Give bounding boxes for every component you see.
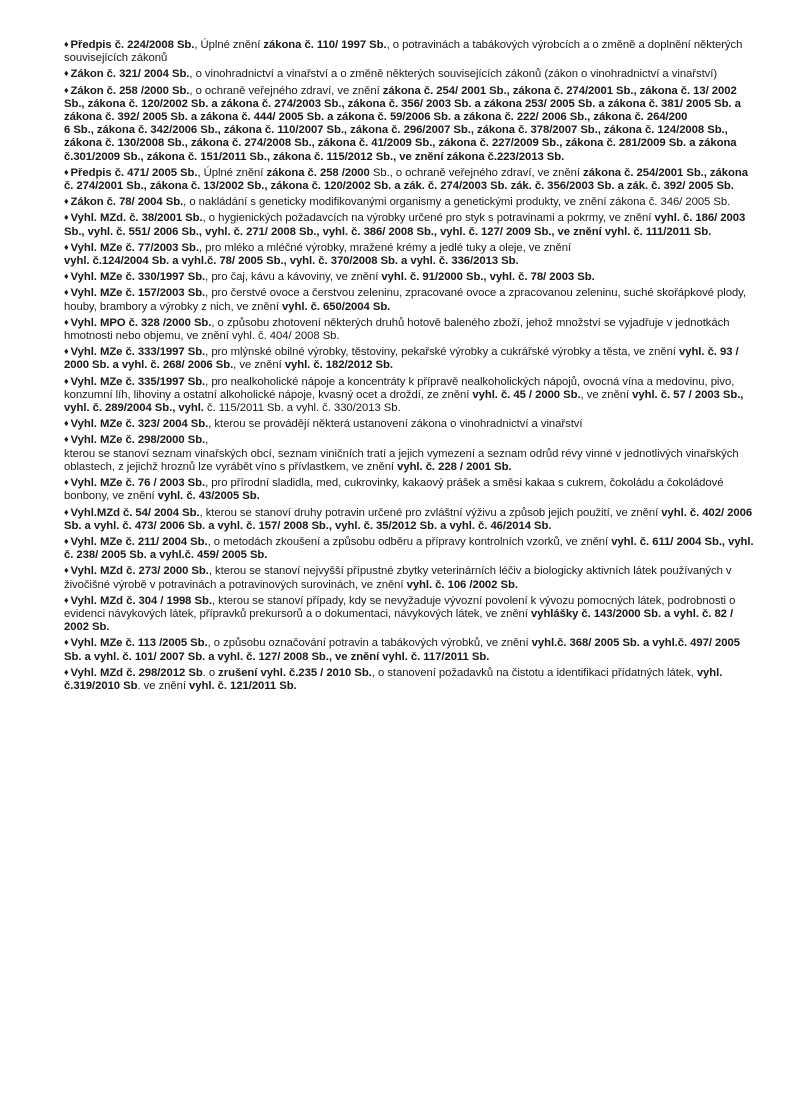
regulation-text: , Úplné znění <box>194 39 264 51</box>
legal-reference: Vyhl. MZe č. 330/1997 Sb. <box>70 271 206 284</box>
regulation-list <box>64 38 760 693</box>
regulation-text: , o nakládání s geneticky modifikovanými organismy a genetickými produkty, ve znění zákona č. 346/ 2005 Sb. <box>183 196 731 209</box>
diamond-bullet-icon: ♦ <box>64 271 69 282</box>
regulation-text: , o stanovení požadavků na čistotu a identifikaci přídatných látek, <box>371 666 697 679</box>
regulation-text: , pro nealkoholické nápoje a koncentráty k přípravě nealkoholických nápojů, ovocná vína a medovinu, pivo, konzumní líh, lihoviny a ostatní alkoholické nápoje, kvasný ocet a droždí, ze znění <box>64 375 735 401</box>
regulation-text: , pro čaj, kávu a kávoviny, ve znění <box>205 271 382 284</box>
diamond-bullet-icon: ♦ <box>64 477 69 488</box>
regulation-entry <box>64 270 760 284</box>
legal-reference: vyhl. č. 611/ 2004 Sb., vyhl. č. 238/ 2005 Sb. a vyhl.č. 459/ 2005 Sb. <box>64 535 754 562</box>
regulation-text: , kterou se stanoví případy, kdy se nevyžaduje vývozní povolení k vývozu pomocných látek, podrobnosti o evidenci návykových látek, přípravků prekursorů a o dokumentaci, návykových látek, ve znění <box>64 594 736 620</box>
legal-reference: Vyhl. MPO č. 328 /2000 Sb. <box>70 316 212 329</box>
legal-reference: Předpis č. 224/2008 Sb. <box>70 39 195 51</box>
regulation-entry <box>64 84 760 164</box>
regulation-entry <box>64 286 760 313</box>
legal-reference: vyhl. č. 43/2005 Sb. <box>157 490 260 503</box>
diamond-bullet-icon: ♦ <box>64 418 69 429</box>
legal-reference: zákona č. 110/ 1997 Sb. <box>263 39 387 51</box>
legal-reference: Vyhl. MZe č. 113 /2005 Sb. <box>70 637 208 650</box>
regulation-text: , o ochraně veřejného zdraví, ve znění <box>189 84 383 97</box>
regulation-entry <box>64 195 760 209</box>
legal-reference: Vyhl. MZe č. 211/ 2004 Sb. <box>70 535 208 548</box>
regulation-text: , o způsobu označování potravin a tabákových výrobků, ve znění <box>207 637 532 650</box>
regulation-entry <box>64 594 760 635</box>
regulation-text: , o vinohradnictví a vinařství a o změně některých souvisejících zákonů (zákon o vinohradnictví a vinařství) <box>189 68 718 81</box>
legal-reference: zákona č. 258 /2000 <box>266 166 370 179</box>
diamond-bullet-icon: ♦ <box>64 434 69 445</box>
regulation-text: , ve znění <box>580 388 633 401</box>
regulation-text: , <box>205 434 209 447</box>
legal-reference: Vyhl. MZe č. 298/2000 Sb. <box>70 434 206 447</box>
regulation-text: , o metodách zkoušení a způsobu odběru a přípravy kontrolních vzorků, ve znění <box>207 535 612 548</box>
diamond-bullet-icon: ♦ <box>64 535 69 546</box>
regulation-text: . ve znění <box>137 679 190 692</box>
regulation-text: , Úplné znění <box>197 166 267 179</box>
diamond-bullet-icon: ♦ <box>64 565 69 576</box>
legal-reference: vyhl. č. 121/2011 Sb. <box>189 679 297 692</box>
legal-reference: Vyhl. MZe č. 335/1997 Sb. <box>70 375 206 388</box>
diamond-bullet-icon: ♦ <box>64 316 69 327</box>
diamond-bullet-icon: ♦ <box>64 637 69 648</box>
diamond-bullet-icon: ♦ <box>64 666 69 677</box>
legal-reference: Vyhl. MZe č. 157/2003 Sb. <box>70 287 206 300</box>
regulation-text: . o <box>202 666 219 679</box>
legal-reference: vyhl. č. 182/2012 Sb. <box>284 359 393 372</box>
regulation-entry <box>64 38 760 65</box>
legal-reference: vyhl. č. 91/2000 Sb., vyhl. č. 78/ 2003 Sb. <box>381 271 595 284</box>
diamond-bullet-icon: ♦ <box>64 68 69 79</box>
regulation-text: , kterou se stanoví druhy potravin určené pro zvláštní výživu a způsob jejich použití, ve znění <box>199 506 662 519</box>
legal-reference: vyhl. č. 228 / 2001 Sb. <box>397 460 512 473</box>
regulation-text: , o potravinách a tabákových výrobcích a o změně a doplnění některých souvisejících zákonů <box>64 39 743 65</box>
legal-reference: Předpis č. 471/ 2005 Sb. <box>70 166 198 179</box>
regulation-text: , pro mléko a mléčné výrobky, mražené krémy a jedlé tuky a oleje, ve znění <box>198 241 572 254</box>
regulation-text: Sb., o ochraně veřejného zdraví, ve znění <box>369 166 584 179</box>
legal-reference: vyhl.č. 368/ 2005 Sb. a vyhl.č. 497/ 2005 Sb. a vyhl. č. 101/ 2007 Sb. a vyhl. č. 127/ 2008 Sb., ve znění vyhl. č. 117/2011 Sb. <box>64 637 740 663</box>
legal-reference: vyhl. č. 93 / 2000 Sb. a vyhl. č. 268/ 2006 Sb. <box>64 346 739 372</box>
diamond-bullet-icon: ♦ <box>64 166 69 177</box>
legal-reference: Vyhl. MZe č. 333/1997 Sb. <box>70 346 206 359</box>
legal-reference: Vyhl.MZd č. 54/ 2004 Sb. <box>70 506 200 519</box>
legal-reference: vyhl. č. 402/ 2006 Sb. a vyhl. č. 473/ 2006 Sb. a vyhl. č. 157/ 2008 Sb., vyhl. č. 35/2012 Sb. a vyhl. č. 46/2014 Sb. <box>64 506 753 532</box>
regulation-entry <box>64 316 760 343</box>
legal-reference: zrušení vyhl. č.235 / 2010 Sb. <box>218 666 372 679</box>
diamond-bullet-icon: ♦ <box>64 241 69 252</box>
regulation-text: č. 115/2011 Sb. a vyhl. č. 330/2013 Sb. <box>203 402 401 415</box>
legal-reference: vyhl. č. 45 / 2000 Sb. <box>472 388 581 401</box>
regulation-text: , kterou se stanoví nejvyšší přípustné zbytky veterinárních léčiv a biologicky aktivních látek používaných v živočišné výrobě v potravinách a potravinových surovinách, ve znění <box>64 565 732 591</box>
legal-reference: Vyhl. MZd č. 304 / 1998 Sb. <box>70 594 212 607</box>
legal-reference: vyhl. č. 106 /2002 Sb. <box>406 578 518 591</box>
regulation-entry <box>64 506 760 533</box>
regulation-entry <box>64 535 760 562</box>
legal-reference: vyhl. č. 186/ 2003 Sb., vyhl. č. 551/ 2006 Sb., vyhl. č. 271/ 2008 Sb., vyhl. č. 386/ 2008 Sb., vyhl. č. 127/ 2009 Sb., ve znění vyhl. č. 111/2011 Sb. <box>64 212 746 238</box>
regulation-text: kterou se stanoví seznam vinařských obcí, seznam viničních tratí a jejich vymezení a seznam odrůd révy vinné v jednotlivých vinařských oblastech, z jejichž hroznů lze vyrábět víno s přívlastkem, ve znění <box>64 447 739 473</box>
regulation-entry <box>64 417 760 431</box>
regulation-entry <box>64 375 760 416</box>
diamond-bullet-icon: ♦ <box>64 346 69 357</box>
regulation-text: , o hygienických požadavcích na výrobky určené pro styk s potravinami a pokrmy, ve znění <box>202 212 655 225</box>
diamond-bullet-icon: ♦ <box>64 196 69 207</box>
regulation-entry <box>64 636 760 663</box>
regulation-entry <box>64 666 760 693</box>
diamond-bullet-icon: ♦ <box>64 375 69 386</box>
legal-reference: Vyhl. MZe č. 323/ 2004 Sb. <box>70 418 209 431</box>
regulation-text: , pro čerstvé ovoce a čerstvou zeleninu, zpracované ovoce a zpracovanou zeleninu, suché skořápkové plody, houby, brambory a výrobky z nich, ve znění <box>64 287 747 313</box>
regulation-text: , kterou se provádějí některá ustanovení zákona o vinohradnictví a vinařství <box>208 418 583 431</box>
diamond-bullet-icon: ♦ <box>64 506 69 517</box>
legal-reference: 6 Sb., zákona č. 342/2006 Sb., zákona č. 110/2007 Sb., zákona č. 296/2007 Sb., zákona č. 378/2007 Sb., zákona č. 124/2008 Sb., zákona č. 130/2008 Sb., zákona č. 274/2008 Sb., zákona č. 41/2009 Sb., zákona č. 227/2009 Sb., zákona č. 281/2009 Sb. a zákona č.301/2009 Sb., zákona č. 151/2011 Sb., zákona č. 115/2012 Sb., ve znění zákona č.223/2013 Sb. <box>64 124 737 163</box>
regulation-entry <box>64 241 760 268</box>
regulation-entry <box>64 564 760 591</box>
regulation-text: , pro mlýnské obilné výrobky, těstoviny, pekařské výrobky a cukrářské výrobky a těsta, ve znění <box>205 346 679 359</box>
legal-reference: zákona č. 254/2001 Sb., zákona č. 274/2001 Sb., zákona č. 13/2002 Sb., zákona č. 120/2002 Sb. a zák. č. 274/2003 Sb. zák. č. 356/2003 Sb. a zák. č. 392/ 2005 Sb. <box>64 166 748 193</box>
legal-reference: Vyhl. MZe č. 77/2003 Sb. <box>70 241 199 254</box>
legal-reference: Zákon č. 78/ 2004 Sb. <box>70 196 184 209</box>
regulation-entry <box>64 476 760 503</box>
legal-reference: vyhl. č.124/2004 Sb. a vyhl.č. 78/ 2005 Sb., vyhl. č. 370/2008 Sb. a vyhl. č. 336/2013 Sb. <box>64 255 519 268</box>
legal-reference: vyhl. č. 650/2004 Sb. <box>282 300 391 313</box>
legal-reference: Vyhl. MZd č. 298/2012 Sb <box>70 666 203 679</box>
diamond-bullet-icon: ♦ <box>64 594 69 605</box>
diamond-bullet-icon: ♦ <box>64 39 69 49</box>
regulation-text: , o způsobu zhotovení některých druhů hotově baleného zboží, jehož množství se vyjadřuje v jednotkách hmotnosti nebo objemu, ve znění vyhl. č. 404/ 2008 Sb. <box>64 316 730 343</box>
legal-reference: zákona č. 254/ 2001 Sb., zákona č. 274/2001 Sb., zákona č. 13/ 2002 Sb., zákona č. 120/2002 Sb. a zákona č. 274/2003 Sb., zákona č. 356/ 2003 Sb. a zákona 253/ 2005 Sb. a zákona č. 381/ 2005 Sb. a zákona č. 392/ 2005 Sb. a zákona č. 444/ 2005 Sb. a zákona č. 59/2006 Sb. a zákona č. 222/ 2006 Sb., zákona č. 264/200 <box>64 84 741 124</box>
regulation-entry <box>64 433 760 474</box>
regulation-entry <box>64 166 760 193</box>
diamond-bullet-icon: ♦ <box>64 84 69 95</box>
regulation-entry <box>64 211 760 238</box>
legal-reference: vyhl. č. 57 / 2003 Sb., vyhl. č. 289/2004 Sb., vyhl. <box>64 388 744 415</box>
legal-reference: Zákon č. 258 /2000 Sb. <box>70 84 190 97</box>
regulation-entry <box>64 345 760 372</box>
legal-reference: vyhlášky č. 143/2000 Sb. a vyhl. č. 82 / 2002 Sb. <box>64 607 734 634</box>
regulation-text: , ve znění <box>233 359 285 372</box>
diamond-bullet-icon: ♦ <box>64 212 69 223</box>
legal-reference: Vyhl. MZd č. 273/ 2000 Sb. <box>70 565 209 578</box>
legal-reference: vyhl. č.319/2010 Sb <box>64 666 723 692</box>
legal-reference: Zákon č. 321/ 2004 Sb. <box>70 68 190 81</box>
legal-reference: Vyhl. MZd. č. 38/2001 Sb. <box>70 212 203 225</box>
diamond-bullet-icon: ♦ <box>64 287 69 298</box>
regulation-text: , pro přírodní sladidla, med, cukrovinky, kakaový prášek a směsi kakaa s cukrem, čokoládu a čokoládové bonbony, ve znění <box>64 477 724 503</box>
regulation-entry <box>64 67 760 81</box>
legal-reference: Vyhl. MZe č. 76 / 2003 Sb. <box>70 477 206 490</box>
